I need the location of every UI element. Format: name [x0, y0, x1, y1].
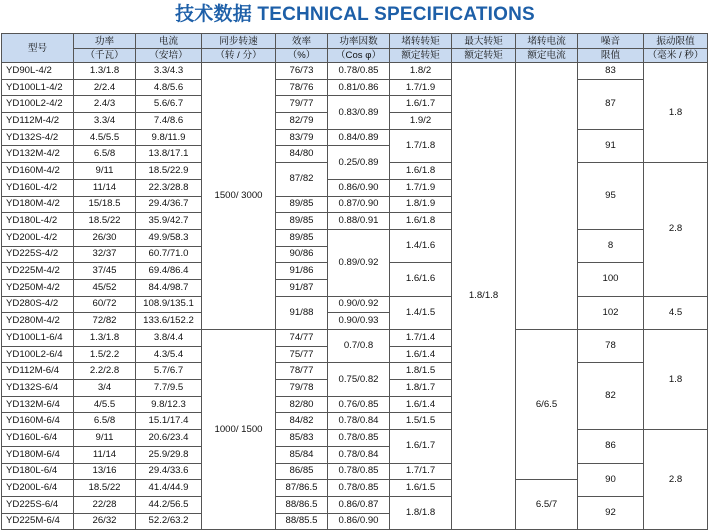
- cell-power-factor: 0.83/0.89: [328, 96, 390, 129]
- cell-locked-torque: 1.4/1.5: [390, 296, 452, 329]
- cell-current: 29.4/36.7: [136, 196, 202, 213]
- cell-locked-torque: 1.7/1.9: [390, 179, 452, 196]
- cell-power: 72/82: [74, 313, 136, 330]
- cell-locked-torque: 1.8/2: [390, 63, 452, 80]
- cell-model: YD160L-4/2: [2, 179, 74, 196]
- cell-power: 6.5/8: [74, 413, 136, 430]
- cell-power: 18.5/22: [74, 480, 136, 497]
- cell-noise: 100: [578, 263, 644, 296]
- cell-efficiency: 91/87: [276, 279, 328, 296]
- table-row: [2, 430, 708, 447]
- cell-current: 133.6/152.2: [136, 313, 202, 330]
- cell-power: 9/11: [74, 430, 136, 447]
- table-row: [2, 229, 708, 246]
- cell-current: 3.3/4.3: [136, 63, 202, 80]
- col-efficiency: 效率: [276, 34, 328, 49]
- cell-efficiency: 89/85: [276, 196, 328, 213]
- col-power-unit: （千瓦）: [74, 49, 136, 63]
- cell-noise: 83: [578, 63, 644, 80]
- cell-vibration: 1.8: [644, 330, 708, 430]
- col-max-torque-ratio: 额定转矩: [452, 49, 516, 63]
- cell-noise: 78: [578, 330, 644, 363]
- cell-power: 26/30: [74, 229, 136, 246]
- cell-model: YD132S-6/4: [2, 380, 74, 397]
- cell-power: 1.3/1.8: [74, 330, 136, 347]
- cell-locked-current: 6/6.5: [516, 330, 578, 480]
- cell-efficiency: 79/77: [276, 96, 328, 113]
- cell-noise: 91: [578, 129, 644, 162]
- cell-efficiency: 74/77: [276, 330, 328, 347]
- cell-power: 45/52: [74, 279, 136, 296]
- cell-efficiency: 87/82: [276, 163, 328, 196]
- cell-vibration: 4.5: [644, 296, 708, 329]
- col-sync-speed-unit: （转 / 分）: [202, 49, 276, 63]
- cell-model: YD132S-4/2: [2, 129, 74, 146]
- col-locked-current-ratio: 额定电流: [516, 49, 578, 63]
- cell-power-factor: 0.87/0.90: [328, 196, 390, 213]
- cell-current: 25.9/29.8: [136, 446, 202, 463]
- cell-noise: 95: [578, 163, 644, 230]
- cell-current: 35.9/42.7: [136, 213, 202, 230]
- cell-locked-torque: 1.6/1.5: [390, 480, 452, 497]
- table-row: [2, 63, 708, 80]
- cell-max-torque: 1.8/1.8: [452, 63, 516, 530]
- cell-noise: 82: [578, 363, 644, 430]
- cell-locked-torque: 1.6/1.7: [390, 430, 452, 463]
- cell-power-factor: 0.76/0.85: [328, 396, 390, 413]
- cell-model: YD250M-4/2: [2, 279, 74, 296]
- cell-locked-torque: 1.7/1.4: [390, 330, 452, 347]
- cell-noise: 86: [578, 430, 644, 463]
- cell-current: 5.7/6.7: [136, 363, 202, 380]
- cell-model: YD100L1-4/2: [2, 79, 74, 96]
- cell-efficiency: 78/77: [276, 363, 328, 380]
- cell-power: 15/18.5: [74, 196, 136, 213]
- table-row: [2, 463, 708, 480]
- cell-locked-current: [516, 63, 578, 330]
- col-power: 功率: [74, 34, 136, 49]
- col-power-factor: 功率因数: [328, 34, 390, 49]
- cell-power-factor: 0.86/0.90: [328, 179, 390, 196]
- cell-locked-torque: 1.6/1.4: [390, 396, 452, 413]
- cell-model: YD160M-6/4: [2, 413, 74, 430]
- cell-current: 108.9/135.1: [136, 296, 202, 313]
- cell-current: 7.7/9.5: [136, 380, 202, 397]
- cell-efficiency: 78/76: [276, 79, 328, 96]
- cell-locked-torque: 1.8/1.5: [390, 363, 452, 380]
- table-row: [2, 330, 708, 347]
- cell-efficiency: 82/79: [276, 113, 328, 130]
- cell-current: 15.1/17.4: [136, 413, 202, 430]
- table-row: [2, 79, 708, 96]
- col-sync-speed: 同步转速: [202, 34, 276, 49]
- col-model: 型号: [2, 34, 74, 63]
- col-locked-current: 堵转电流: [516, 34, 578, 49]
- cell-power: 3/4: [74, 380, 136, 397]
- cell-power-factor: 0.86/0.90: [328, 513, 390, 530]
- cell-current: 69.4/86.4: [136, 263, 202, 280]
- cell-power: 2/2.4: [74, 79, 136, 96]
- cell-power: 26/32: [74, 513, 136, 530]
- cell-model: YD160L-6/4: [2, 430, 74, 447]
- col-locked-torque-ratio: 额定转矩: [390, 49, 452, 63]
- spec-table: [1, 33, 708, 530]
- cell-power-factor: 0.78/0.84: [328, 413, 390, 430]
- cell-noise: 87: [578, 79, 644, 129]
- cell-model: YD280S-4/2: [2, 296, 74, 313]
- cell-current: 4.3/5.4: [136, 346, 202, 363]
- table-row: [2, 363, 708, 380]
- cell-current: 20.6/23.4: [136, 430, 202, 447]
- cell-current: 52.2/63.2: [136, 513, 202, 530]
- cell-locked-torque: 1.6/1.8: [390, 213, 452, 230]
- cell-current: 44.2/56.5: [136, 496, 202, 513]
- cell-vibration: 2.8: [644, 430, 708, 530]
- cell-efficiency: 84/82: [276, 413, 328, 430]
- cell-model: YD180M-4/2: [2, 196, 74, 213]
- cell-efficiency: 88/86.5: [276, 496, 328, 513]
- cell-power-factor: 0.78/0.85: [328, 430, 390, 447]
- cell-current: 13.8/17.1: [136, 146, 202, 163]
- cell-power: 1.3/1.8: [74, 63, 136, 80]
- cell-model: YD225M-6/4: [2, 513, 74, 530]
- col-max-torque: 最大转矩: [452, 34, 516, 49]
- cell-model: YD180L-4/2: [2, 213, 74, 230]
- cell-efficiency: 89/85: [276, 213, 328, 230]
- cell-efficiency: 88/85.5: [276, 513, 328, 530]
- cell-model: YD180M-6/4: [2, 446, 74, 463]
- cell-power: 4.5/5.5: [74, 129, 136, 146]
- cell-current: 9.8/11.9: [136, 129, 202, 146]
- cell-locked-torque: 1.6/1.7: [390, 96, 452, 113]
- cell-power: 2.4/3: [74, 96, 136, 113]
- cell-power-factor: 0.86/0.87: [328, 496, 390, 513]
- cell-efficiency: 83/79: [276, 129, 328, 146]
- cell-locked-torque: 1.7/1.7: [390, 463, 452, 480]
- cell-power: 60/72: [74, 296, 136, 313]
- cell-efficiency: 82/80: [276, 396, 328, 413]
- table-row: [2, 496, 708, 513]
- cell-model: YD160M-4/2: [2, 163, 74, 180]
- cell-locked-torque: 1.6/1.4: [390, 346, 452, 363]
- col-noise-unit: 限值: [578, 49, 644, 63]
- cell-current: 29.4/33.6: [136, 463, 202, 480]
- cell-current: 7.4/8.6: [136, 113, 202, 130]
- cell-locked-torque: 1.7/1.8: [390, 129, 452, 162]
- cell-power: 1.5/2.2: [74, 346, 136, 363]
- cell-noise: 8: [578, 229, 644, 262]
- cell-locked-torque: 1.5/1.5: [390, 413, 452, 430]
- cell-efficiency: 79/78: [276, 380, 328, 397]
- cell-model: YD132M-4/2: [2, 146, 74, 163]
- cell-power-factor: 0.78/0.85: [328, 480, 390, 497]
- cell-current: 3.8/4.4: [136, 330, 202, 347]
- cell-power: 13/16: [74, 463, 136, 480]
- cell-current: 49.9/58.3: [136, 229, 202, 246]
- col-current: 电流: [136, 34, 202, 49]
- cell-power-factor: 0.90/0.92: [328, 296, 390, 313]
- col-locked-torque: 堵转转矩: [390, 34, 452, 49]
- cell-efficiency: 85/83: [276, 430, 328, 447]
- cell-efficiency: 75/77: [276, 346, 328, 363]
- cell-locked-torque: 1.8/1.8: [390, 496, 452, 529]
- cell-model: YD225M-4/2: [2, 263, 74, 280]
- cell-power: 18.5/22: [74, 213, 136, 230]
- cell-model: YD225S-6/4: [2, 496, 74, 513]
- cell-efficiency: 87/86.5: [276, 480, 328, 497]
- cell-locked-current: 6.5/7: [516, 480, 578, 530]
- cell-locked-torque: 1.7/1.9: [390, 79, 452, 96]
- col-efficiency-unit: （%）: [276, 49, 328, 63]
- cell-power-factor: 0.90/0.93: [328, 313, 390, 330]
- cell-power-factor: 0.81/0.86: [328, 79, 390, 96]
- col-current-unit: （安培）: [136, 49, 202, 63]
- cell-model: YD225S-4/2: [2, 246, 74, 263]
- cell-current: 41.4/44.9: [136, 480, 202, 497]
- cell-locked-torque: 1.8/1.7: [390, 380, 452, 397]
- cell-current: 22.3/28.8: [136, 179, 202, 196]
- cell-power-factor: 0.88/0.91: [328, 213, 390, 230]
- cell-model: YD280M-4/2: [2, 313, 74, 330]
- cell-model: YD180L-6/4: [2, 463, 74, 480]
- col-vibration: 振动限值: [644, 34, 708, 49]
- cell-efficiency: 85/84: [276, 446, 328, 463]
- cell-power: 9/11: [74, 163, 136, 180]
- cell-power-factor: 0.78/0.85: [328, 63, 390, 80]
- cell-locked-torque: 1.8/1.9: [390, 196, 452, 213]
- cell-power: 4/5.5: [74, 396, 136, 413]
- cell-noise: 102: [578, 296, 644, 329]
- cell-power: 37/45: [74, 263, 136, 280]
- cell-model: YD100L2-6/4: [2, 346, 74, 363]
- cell-power: 3.3/4: [74, 113, 136, 130]
- cell-noise: 92: [578, 496, 644, 529]
- cell-power-factor: 0.78/0.85: [328, 463, 390, 480]
- cell-current: 5.6/6.7: [136, 96, 202, 113]
- cell-vibration: 2.8: [644, 163, 708, 297]
- cell-efficiency: 86/85: [276, 463, 328, 480]
- cell-model: YD200L-6/4: [2, 480, 74, 497]
- cell-efficiency: 91/88: [276, 296, 328, 329]
- cell-power: 32/37: [74, 246, 136, 263]
- cell-current: 84.4/98.7: [136, 279, 202, 296]
- table-row: [2, 129, 708, 146]
- cell-sync-speed: 1500/ 3000: [202, 63, 276, 330]
- col-noise: 噪音: [578, 34, 644, 49]
- cell-locked-torque: 1.6/1.8: [390, 163, 452, 180]
- cell-power-factor: 0.89/0.92: [328, 229, 390, 296]
- col-power-factor-unit: （Cos φ）: [328, 49, 390, 63]
- cell-model: YD90L-4/2: [2, 63, 74, 80]
- col-vibration-unit: （毫米 / 秒）: [644, 49, 708, 63]
- cell-model: YD112M-4/2: [2, 113, 74, 130]
- cell-power-factor: 0.25/0.89: [328, 146, 390, 179]
- cell-current: 4.8/5.6: [136, 79, 202, 96]
- cell-locked-torque: 1.6/1.6: [390, 263, 452, 296]
- page-title: 技术数据 TECHNICAL SPECIFICATIONS: [175, 4, 535, 25]
- cell-model: YD100L1-6/4: [2, 330, 74, 347]
- cell-sync-speed: 1000/ 1500: [202, 330, 276, 530]
- cell-current: 9.8/12.3: [136, 396, 202, 413]
- cell-model: YD200L-4/2: [2, 229, 74, 246]
- cell-efficiency: 90/86: [276, 246, 328, 263]
- cell-power-factor: 0.78/0.84: [328, 446, 390, 463]
- cell-noise: 90: [578, 463, 644, 496]
- cell-power-factor: 0.75/0.82: [328, 363, 390, 396]
- cell-current: 60.7/71.0: [136, 246, 202, 263]
- cell-efficiency: 89/85: [276, 229, 328, 246]
- cell-power: 6.5/8: [74, 146, 136, 163]
- cell-power: 22/28: [74, 496, 136, 513]
- cell-power-factor: 0.84/0.89: [328, 129, 390, 146]
- cell-power-factor: 0.7/0.8: [328, 330, 390, 363]
- cell-power: 11/14: [74, 446, 136, 463]
- cell-power: 11/14: [74, 179, 136, 196]
- table-row: [2, 296, 708, 313]
- cell-model: YD132M-6/4: [2, 396, 74, 413]
- cell-efficiency: 91/86: [276, 263, 328, 280]
- cell-model: YD112M-6/4: [2, 363, 74, 380]
- cell-locked-torque: 1.9/2: [390, 113, 452, 130]
- cell-power: 2.2/2.8: [74, 363, 136, 380]
- cell-model: YD100L2-4/2: [2, 96, 74, 113]
- cell-locked-torque: 1.4/1.6: [390, 229, 452, 262]
- cell-efficiency: 84/80: [276, 146, 328, 163]
- cell-current: 18.5/22.9: [136, 163, 202, 180]
- cell-vibration: 1.8: [644, 63, 708, 163]
- cell-efficiency: 76/73: [276, 63, 328, 80]
